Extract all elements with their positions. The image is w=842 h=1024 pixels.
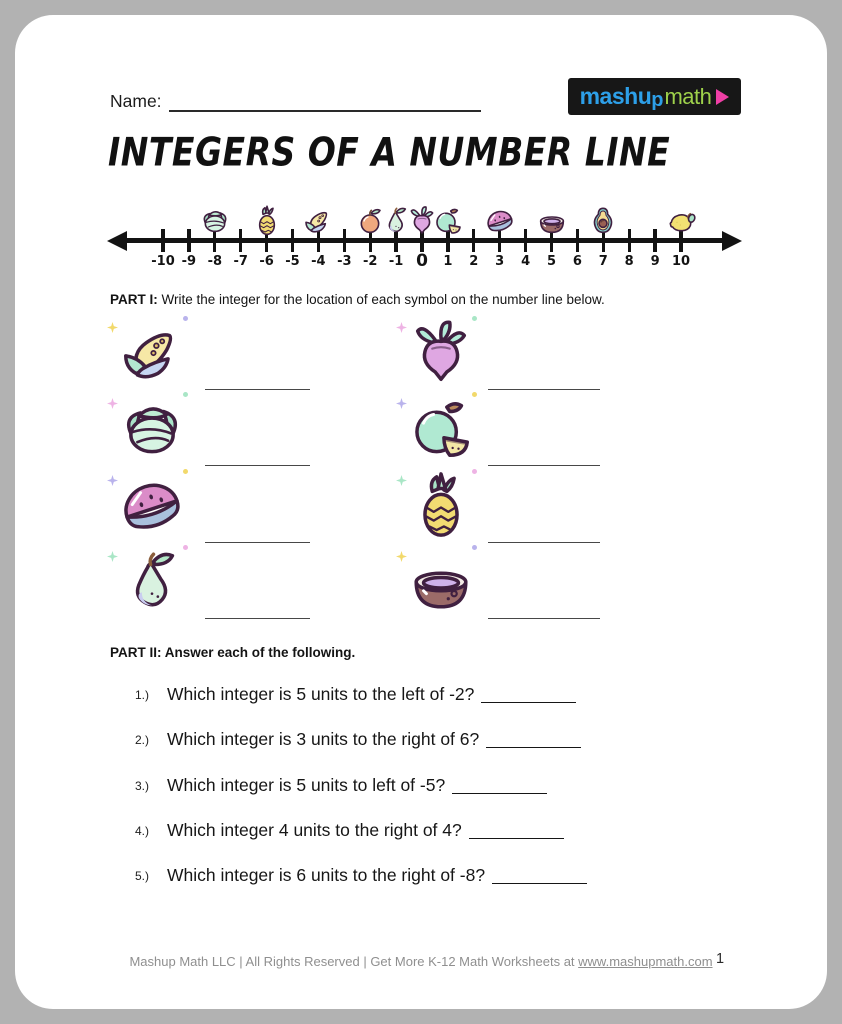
tick-label--5: -5 [285,254,300,269]
part1-heading [110,292,605,307]
sparkle-dot-icon [472,469,477,474]
part2-heading-text: Answer each of the following. [161,645,356,660]
logo-text-math: math [664,83,712,109]
tick-mark [628,229,631,252]
answer-blank[interactable] [469,838,564,839]
left-arrow-icon [107,231,127,251]
tick-mark [576,229,579,252]
watermelon-icon [484,205,516,237]
avocado-icon [587,205,619,237]
footer-text: Mashup Math LLC | All Rights Reserved | Get More K-12 Math Worksheets at [129,954,579,969]
answer-line[interactable] [488,618,600,619]
question-number: 2.) [135,733,150,748]
answer-line[interactable] [488,542,600,543]
coconut-icon [406,547,476,617]
tick-label-5: 5 [546,254,557,269]
tick-label--9: -9 [181,254,197,269]
worksheet-title: INTEGERS OF A NUMBER LINE [108,129,671,176]
sparkle-dot-icon [183,392,188,397]
sparkle-dot-icon [183,545,188,550]
question-text: Which integer is 3 units to the right of 6? [167,729,581,750]
question-number: 3.) [135,778,150,793]
tick-label-3: 3 [495,254,505,269]
part1-heading-text: Write the integer for the location of each symbol on the number line below. [157,292,605,307]
question-text: Which integer is 5 units to the left of -2? [167,684,576,705]
question-text: Which integer is 5 units to left of -5? [167,775,547,796]
mashupmath-logo [568,78,741,115]
name-row [110,91,481,112]
coconut-icon [536,205,568,237]
footer-link[interactable]: www.mashupmath.com [578,954,713,969]
page-number: 1 [716,951,725,967]
cabbage-icon [117,394,187,464]
answer-blank[interactable] [452,793,547,794]
tick-mark [653,229,656,252]
answer-blank[interactable] [481,702,576,703]
question-number: 1.) [135,688,150,702]
answer-blank[interactable] [492,883,587,884]
sparkle-dot-icon [183,316,188,321]
tick-label-7: 7 [598,254,608,269]
sparkle-dot-icon [472,545,477,550]
answer-line[interactable] [205,542,310,543]
tick-mark [161,229,164,252]
tick-label-4: 4 [521,254,531,269]
part2-heading [110,645,355,660]
tick-label-9: 9 [650,254,660,269]
pineapple-icon [406,471,476,541]
tick-mark [291,229,294,252]
footer [15,954,827,969]
pear-icon [117,547,187,617]
tick-label--4: -4 [311,254,326,269]
answer-line[interactable] [205,465,310,466]
part1-heading-label: PART I: [110,292,158,307]
tick-label-10: 10 [671,254,691,269]
melon-icon [406,394,476,464]
question-number: 4.) [135,823,150,838]
tick-mark [472,229,475,252]
logo-text-p: p [651,89,664,111]
tick-label--1: -1 [388,254,404,269]
tick-label-0: 0 [416,251,428,271]
tick-label--7: -7 [233,254,248,269]
corn-icon [302,205,334,237]
worksheet-page [15,15,827,1009]
tick-mark [343,229,346,252]
question-text: Which integer is 6 units to the right of -8? [167,865,587,886]
right-arrow-icon [722,231,742,251]
tick-mark [524,229,527,252]
pineapple-icon [251,205,283,237]
answer-line[interactable] [205,389,310,390]
tick-label--10: -10 [151,254,175,269]
tick-label-2: 2 [469,254,479,269]
answer-line[interactable] [488,465,600,466]
sparkle-dot-icon [183,469,188,474]
cabbage-icon [199,205,231,237]
tick-label-8: 8 [624,254,634,269]
logo-text-mashu: mashu [579,83,652,109]
tick-mark [239,229,242,252]
radish-icon [406,318,476,388]
part2-heading-label: PART II: [110,645,162,660]
tick-label--2: -2 [362,254,378,269]
answer-line[interactable] [488,389,600,390]
corn-icon [117,318,187,388]
sparkle-dot-icon [472,392,477,397]
question-number: 5.) [135,869,150,884]
tick-mark [187,229,190,252]
watermelon-icon [117,471,187,541]
question-text: Which integer 4 units to the right of 4? [167,820,564,841]
sparkle-dot-icon [472,316,477,321]
answer-line[interactable] [205,618,310,619]
name-label: Name: [110,91,162,111]
lemon-icon [665,205,697,237]
number-line [110,195,738,291]
tick-label-1: 1 [443,254,453,269]
play-arrow-icon [716,89,729,105]
tick-label--8: -8 [207,254,223,269]
tick-label--6: -6 [259,254,274,269]
answer-blank[interactable] [486,747,581,748]
melon-icon [432,205,464,237]
tick-label-6: 6 [572,254,582,269]
name-input-line[interactable] [169,91,481,112]
tick-label--3: -3 [337,254,352,269]
